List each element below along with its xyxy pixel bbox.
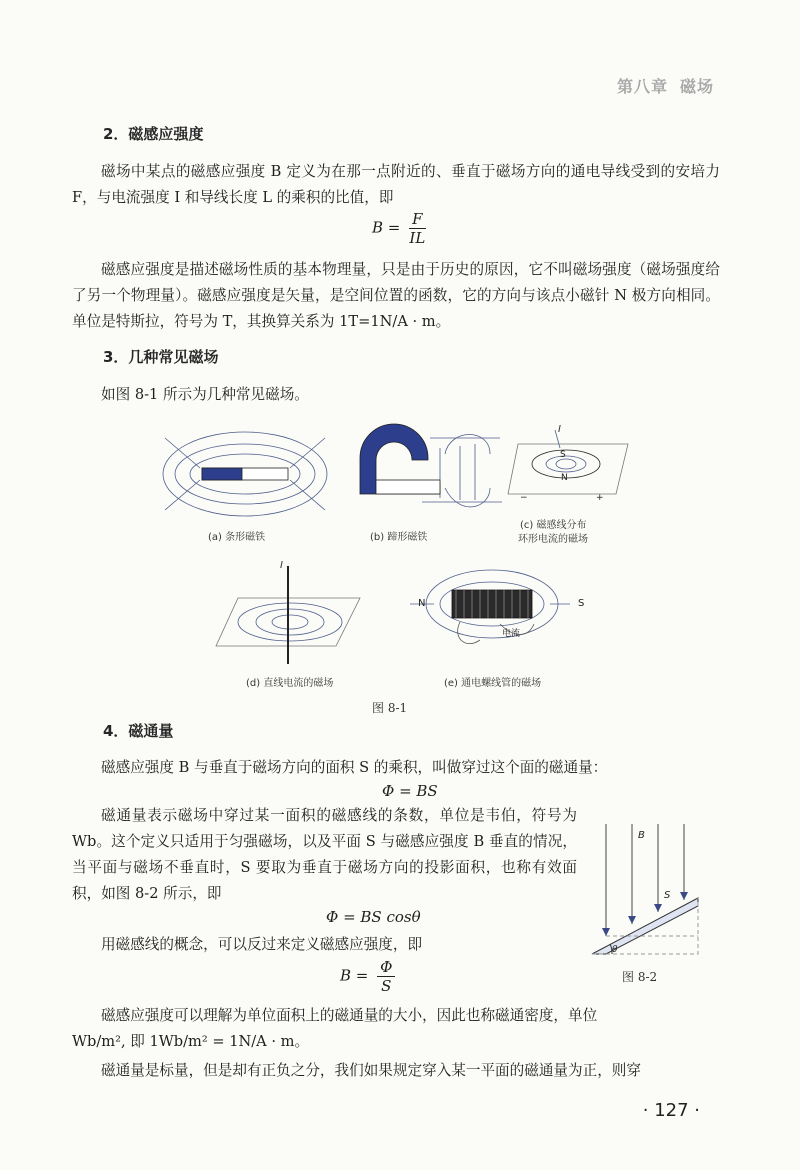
figure-8-1 [160,418,640,698]
figure-caption-c1: (c) 磁感线分布 [520,520,587,531]
svg-text:−: − [520,493,528,503]
formula-phi-equals-bs: Φ = BS [382,782,438,800]
figure-8-1-label: 图 8-1 [372,701,408,715]
svg-text:+: + [596,493,604,503]
svg-text:N: N [418,598,426,609]
page-number: · 127 · [642,1100,700,1121]
section4-paragraph-1: 磁感应强度 B 与垂直于磁场方向的面积 S 的乘积，叫做穿过这个面的磁通量： [101,759,608,776]
section4-paragraph-2: 磁通量表示磁场中穿过某一面积的磁感线的条数，单位是韦伯，符号为 Wb。这个定义只适用于匀强磁场，以及平面 S 与磁感应强度 B 垂直的情况，当平面与磁场不垂直时，S 要取为垂直于磁场方向的投影面积，也称有效面积，如图 8-2 所示，即 [72,807,577,902]
solenoid-figure [410,570,584,644]
chapter-header [617,74,714,97]
svg-text:θ: θ [612,945,618,955]
figure-caption-c2: 环形电流的磁场 [518,534,588,545]
section4-paragraph-4-line-1: 磁感应强度可以理解为单位面积上的磁通量的大小，因此也称磁通密度，单位 [101,1007,598,1024]
formula-b-equals-phi-over-s: B = $\frac{\Phi}{S}$ [340,958,395,995]
section4-paragraph-3: 用磁感线的概念，可以反过来定义磁感应强度，即 [101,936,423,953]
formula-phi-equals-bs-cos-theta: Φ = BS cosθ [326,908,421,926]
chapter-number: 第八章 [616,77,668,96]
figure-8-2 [582,816,710,966]
bar-magnet-figure [163,432,327,516]
section-heading-3: 3．几种常见磁场 [103,348,219,366]
formula-denominator: IL [409,229,426,247]
figure-caption-b: (b) 蹄形磁铁 [370,532,428,543]
figure-caption-e: (e) 通电螺线管的磁场 [444,678,542,689]
figure-caption-a: (a) 条形磁铁 [208,532,266,543]
section-heading-4: 4．磁通量 [103,722,174,740]
svg-text:S: S [578,598,585,609]
straight-wire-figure [216,560,360,664]
figure-8-2-label: 图 8-2 [622,970,658,984]
svg-text:S: S [560,450,566,460]
chapter-title: 磁场 [679,77,714,96]
section4-paragraph-4-line-2: Wb/m², 即 1Wb/m² = 1N/A · m。 [72,1033,310,1050]
figure-caption-d: (d) 直线电流的磁场 [246,678,334,689]
formula-b-equals-f-over-il: B = $\frac{F}{IL}$ [372,210,426,247]
section4-paragraph-5: 磁通量是标量，但是却有正负之分，我们如果规定穿入某一平面的磁通量为正，则穿 [101,1062,641,1079]
section2-paragraph-2: 磁感应强度是描述磁场性质的基本物理量，只是由于历史的原因，它不叫磁场强度（磁场强度给了另一个物理量）。磁感应强度是矢量，是空间位置的函数，它的方向与该点小磁针 N 极方向相同。单位是特斯拉，符号为 T，其换算关系为 1T=1N/A · m。 [72,261,720,330]
svg-text:I: I [280,560,283,571]
formula-numerator: F [409,210,425,229]
section2-paragraph-1: 磁场中某点的磁感应强度 B 定义为在那一点附近的、垂直于磁场方向的通电导线受到的安培力 F，与电流强度 I 和导线长度 L 的乘积的比值，即 [72,163,720,206]
svg-text:N: N [561,473,568,483]
svg-text:S: S [664,890,671,901]
horseshoe-magnet-figure [360,424,502,507]
section-heading-2: 2．磁感应强度 [103,125,204,143]
loop-current-figure [508,424,628,503]
svg-text:B: B [638,830,645,841]
section3-paragraph-1: 如图 8-1 所示为几种常见磁场。 [101,386,309,403]
svg-text:I: I [558,424,561,435]
svg-text:电流: 电流 [502,629,521,639]
